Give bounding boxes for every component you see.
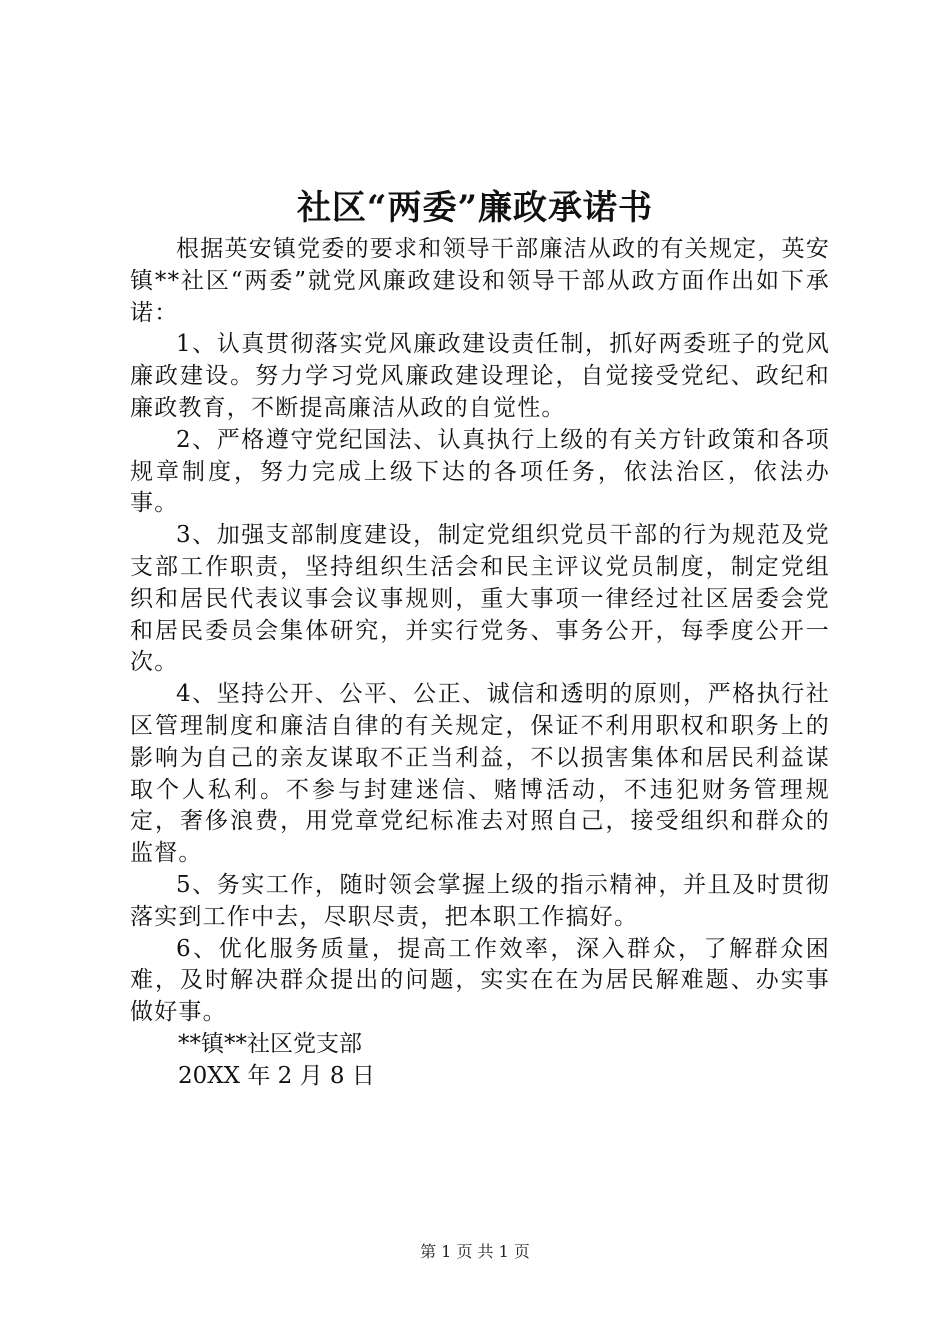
intro-paragraph: 根据英安镇党委的要求和领导干部廉洁从政的有关规定，英安镇**社区“两委”就党风廉政建设和领导干部从政方面作出如下承诺： (130, 236, 830, 326)
commitment-item-6: 6、优化服务质量，提高工作效率，深入群众，了解群众困难，及时解决群众提出的问题，实实在在为居民解难题、办实事做好事。 (130, 935, 830, 1026)
commitment-item-3: 3、加强支部制度建设，制定党组织党员干部的行为规范及党支部工作职责，坚持组织生活会和民主评议党员制度，制定党组织和居民代表议事会议事规则，重大事项一律经过社区居委会党和居民委员会集体研究，并实行党务、事务公开，每季度公开一次。 (130, 522, 830, 676)
commitment-item-2: 2、严格遵守党纪国法、认真执行上级的有关方针政策和各项规章制度，努力完成上级下达的各项任务，依法治区，依法办事。 (130, 426, 830, 517)
commitment-item-1: 1、认真贯彻落实党风廉政建设责任制，抓好两委班子的党风廉政建设。努力学习党风廉政建设理论，自觉接受党纪、政纪和廉政教育，不断提高廉洁从政的自觉性。 (130, 331, 830, 421)
document-title: 社区“两委”廉政承诺书 (296, 188, 654, 228)
commitment-item-5: 5、务实工作，随时领会掌握上级的指示精神，并且及时贯彻落实到工作中去，尽职尽责，把本职工作搞好。 (130, 871, 830, 930)
document-body (130, 234, 830, 1093)
signature-line: **镇**社区党支部 (178, 1030, 362, 1057)
commitment-item-4: 4、坚持公开、公平、公正、诚信和透明的原则，严格执行社区管理制度和廉洁自律的有关规定，保证不利用职权和职务上的影响为自己的亲友谋取不正当利益，不以损害集体和居民利益谋取个人私利。不参与封建迷信、赌博活动，不违犯财务管理规定，奢侈浪费，用党章党纪标准去对照自己，接受组织和群众的监督。 (130, 681, 830, 867)
page-footer: 第 1 页 共 1 页 (420, 1242, 530, 1261)
date-line: 20XX 年 2 月 8 日 (178, 1062, 375, 1089)
